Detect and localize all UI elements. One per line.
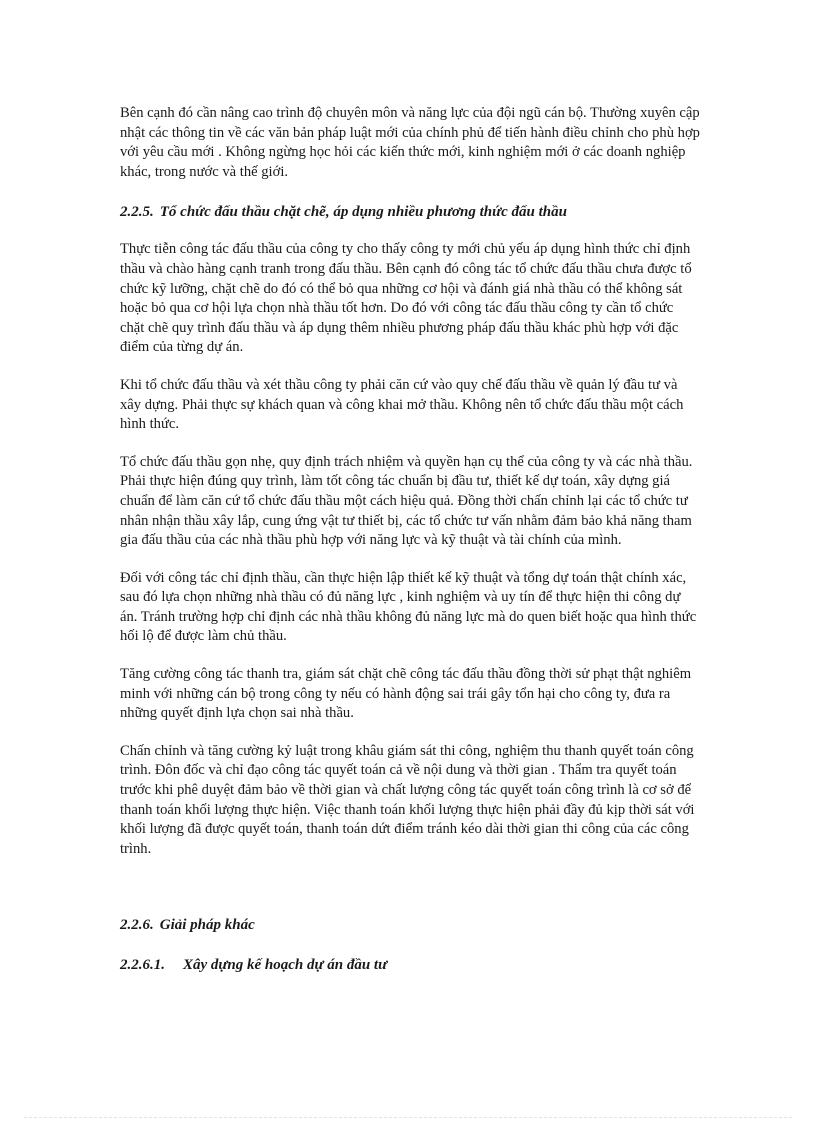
paragraph-designated-contractor: Đối với công tác chỉ định thầu, cần thực hiện lập thiết kế kỹ thuật và tổng dự toán thật chính xác, sau đó lựa chọn những nhà thầu có đủ năng lực , kinh nghiệm và uy tín để thực hiện thi công dự án. Tránh trường hợp chỉ định các nhà thầu không đủ năng lực mà do quen biết hoặc qua hình thức hối lộ để được làm chủ thầu. — [120, 569, 697, 645]
paragraph-bidding-organization: Tổ chức đấu thầu gọn nhẹ, quy định trách nhiệm và quyền hạn cụ thể của công ty và các nhà thầu. Phải thực hiện đúng quy trình, làm tốt công tác chuẩn bị đầu tư, thiết kế dự toán, xây dựng giá chuẩn để làm căn cứ tổ chức đấu thầu một cách hiệu quả. Đồng thời chấn chỉnh lại các tổ chức tư nhân nhận thầu xây lắp, cung ứng vật tư thiết bị, các tổ chức tư vấn nhằm đảm bảo khả năng tham gia đấu thầu của các nhà thầu phù hợp với năng lực và kỹ thuật và tài chính của mình. — [120, 453, 693, 549]
paragraph-bidding-regulations: Khi tổ chức đấu thầu và xét thầu công ty phải căn cứ vào quy chế đấu thầu về quản lý đầu tư và xây dựng. Phải thực sự khách quan và công khai mở thầu. Không nên tổ chức đấu thầu một cách hình thức. — [120, 376, 684, 433]
document-body — [120, 104, 700, 975]
paragraph-inspection: Tăng cường công tác thanh tra, giám sát chặt chẽ công tác đấu thầu đồng thời sử phạt thật nghiêm minh với những cán bộ trong công ty nếu có hành động sai trái gây tổn hại cho công ty, đưa ra những quyết định lựa chọn sai nhà thầu. — [120, 666, 692, 722]
section-number: 2.2.6.1. — [120, 957, 165, 974]
paragraph-staff-training: Bên cạnh đó cần nâng cao trình độ chuyên môn và năng lực của đội ngũ cán bộ. Thường xuyên cập nhật các thông tin về các văn bản pháp luật mới của chính phủ để tiến hành điều chỉnh cho phù hợp với yêu cầu mới . Không ngừng học hỏi các kiến thức mới, kinh nghiệm mới ở các doanh nghiệp khác, trong nước và thế giới. — [120, 105, 700, 180]
section-title: Giải pháp khác — [159, 917, 255, 934]
paragraph-bidding-practice: Thực tiễn công tác đấu thầu của công ty cho thấy công ty mới chủ yếu áp dụng hình thức chỉ định thầu và chào hàng cạnh tranh trong đấu thầu. Bên cạnh đó công tác tổ chức đấu thầu chưa được tổ chức kỹ lưỡng, chặt chẽ do đó có thể bỏ qua những cơ hội và đánh giá nhà thầu có thể không sát hoặc bỏ qua cơ hội lựa chọn nhà thầu tốt hơn. Do đó với công tác đấu thầu công ty cần tổ chức chặt chẽ quy trình đấu thầu và áp dụng thêm nhiều phương pháp đấu thầu khác phù hợp với đặc điểm của từng dự án. — [120, 241, 692, 356]
section-heading-2-2-6 — [120, 915, 700, 935]
section-heading-2-2-5 — [120, 202, 700, 222]
section-heading-2-2-6-1 — [120, 955, 700, 975]
section-number: 2.2.6. — [120, 917, 154, 934]
paragraph-settlement: Chấn chỉnh và tăng cường kỷ luật trong khâu giám sát thi công, nghiệm thu thanh quyết toán công trình. Đôn đốc và chỉ đạo công tác quyết toán cả về nội dung và thời gian . Thẩm tra quyết toán trước khi phê duyệt đảm bảo về thời gian và chất lượng công tác quyết toán công trình là cơ sở để thanh toán khối lượng thực hiện. Việc thanh toán khối lượng thực hiện phải đầy đủ kịp thời sát với khối lượng đã được quyết toán, thanh toán dứt điểm tránh kéo dài thời gian thi công của các công trình. — [120, 742, 695, 857]
page-bottom-rule — [24, 1117, 792, 1118]
section-title: Xây dựng kế hoạch dự án đầu tư — [183, 957, 388, 974]
section-number: 2.2.5. — [120, 204, 154, 221]
section-title: Tổ chức đấu thầu chặt chẽ, áp dụng nhiều phương thức đấu thầu — [159, 204, 567, 221]
